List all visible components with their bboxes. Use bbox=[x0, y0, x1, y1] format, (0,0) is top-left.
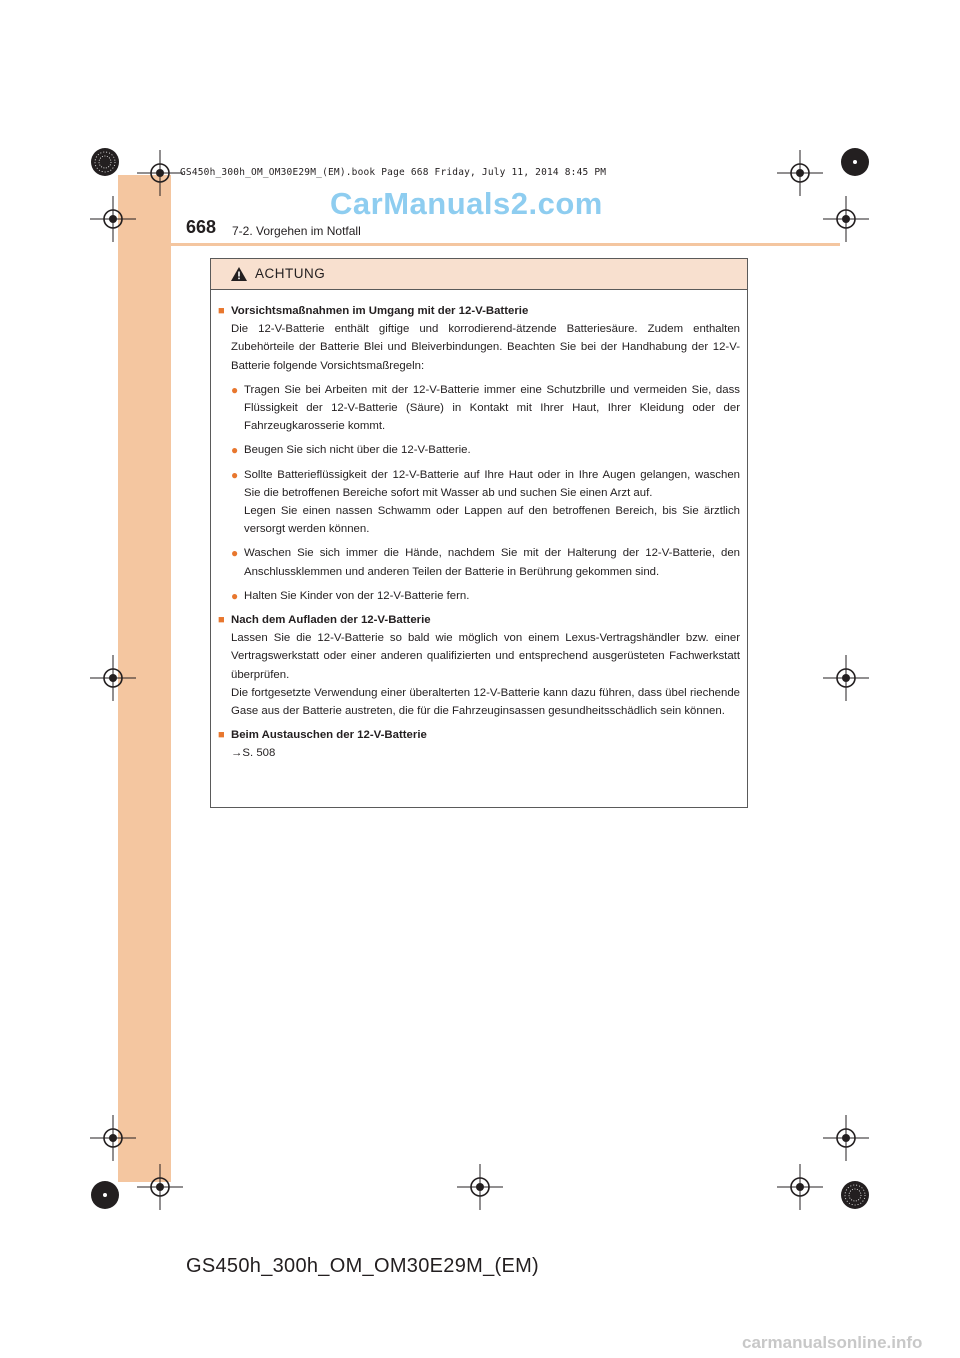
site-mark: carmanualsonline.info bbox=[742, 1333, 923, 1352]
list-item: ● Sollte Batterieflüssigkeit der 12-V-Batterie auf Ihre Haut oder in Ihre Augen gelangen, waschen Sie die betroffenen Bereiche sofort mit Wasser ab und suchen Sie einen Arzt auf. Legen Sie einen nassen Schwamm oder Lappen auf den betroffenen Bereich, bis Sie ärztlich versorgt werden können. bbox=[231, 467, 740, 536]
registration-starburst-icon bbox=[88, 145, 122, 179]
registration-crosshair-icon bbox=[137, 150, 183, 196]
registration-crosshair-icon bbox=[90, 196, 136, 242]
section-title: 7-2. Vorgehen im Notfall bbox=[232, 224, 361, 238]
warning-triangle-icon bbox=[230, 266, 248, 282]
registration-crosshair-icon bbox=[90, 1115, 136, 1161]
registration-starburst-icon bbox=[838, 1178, 872, 1212]
registration-starburst-icon bbox=[838, 145, 872, 179]
section-heading: ■ Vorsichtsmaßnahmen im Umgang mit der 12-V-Batterie bbox=[218, 305, 529, 317]
page-reference: →S. 508 bbox=[231, 747, 276, 760]
list-item: ● Beugen Sie sich nicht über die 12-V-Batterie. bbox=[231, 443, 471, 458]
section-heading: ■ Beim Austauschen der 12-V-Batterie bbox=[218, 729, 427, 742]
registration-crosshair-icon bbox=[823, 196, 869, 242]
registration-crosshair-icon bbox=[90, 655, 136, 701]
file-header: GS450h_300h_OM_OM30E29M_(EM).book Page 668 Friday, July 11, 2014 8:45 PM bbox=[180, 167, 607, 178]
registration-crosshair-icon bbox=[823, 655, 869, 701]
caution-header bbox=[211, 259, 747, 290]
registration-crosshair-icon bbox=[457, 1164, 503, 1210]
paragraph: Die 12-V-Batterie enthält giftige und korrodierend-ätzende Batteriesäure. Zudem enthalten Zubehörteile der Batterie Blei und Bleiverbindungen. Beachten Sie bei der Handhabung der 12-V-Batterie folgende Vorsichtsmaßregeln: bbox=[231, 323, 740, 372]
caution-box bbox=[210, 258, 748, 808]
list-item: ● Halten Sie Kinder von der 12-V-Batterie fern. bbox=[231, 588, 470, 603]
registration-crosshair-icon bbox=[823, 1115, 869, 1161]
registration-crosshair-icon bbox=[137, 1164, 183, 1210]
registration-starburst-icon bbox=[88, 1178, 122, 1212]
caution-label: ACHTUNG bbox=[255, 266, 326, 281]
list-item: ● Waschen Sie sich immer die Hände, nachdem Sie mit der Halterung der 12-V-Batterie, den Anschlussklemmen und anderen Teilen der Batterie in Berührung gekommen sind. bbox=[231, 546, 740, 578]
paragraph: Die fortgesetzte Verwendung einer überalterten 12-V-Batterie kann dazu führen, dass übel riechende Gase aus der Batterie austreten, die für die Fahrzeuginsassen gesundheitsschädlich sein können. bbox=[231, 686, 740, 718]
header-rule bbox=[118, 243, 840, 246]
page-number: 668 bbox=[186, 217, 217, 237]
section-heading: ■ Nach dem Aufladen der 12-V-Batterie bbox=[218, 614, 431, 627]
watermark: CarManuals2.com bbox=[330, 186, 603, 221]
registration-crosshair-icon bbox=[777, 1164, 823, 1210]
list-item: ● Tragen Sie bei Arbeiten mit der 12-V-Batterie immer eine Schutzbrille und vermeiden Sie, dass Flüssigkeit der 12-V-Batterie (Säure) in Kontakt mit Ihrer Haut, Ihrer Kleidung oder der Fahrzeugkarosserie kommt. bbox=[231, 382, 740, 433]
footer-code: GS450h_300h_OM_OM30E29M_(EM) bbox=[186, 1255, 540, 1277]
caution-body bbox=[211, 290, 747, 763]
paragraph: Lassen Sie die 12-V-Batterie so bald wie möglich von einem Lexus-Vertragshändler bzw. einer Vertragswerkstatt oder einer anderen qualifizierten und entsprechend ausgerüsteten Fachwerkstatt überprüfen. bbox=[231, 632, 740, 681]
registration-crosshair-icon bbox=[777, 150, 823, 196]
